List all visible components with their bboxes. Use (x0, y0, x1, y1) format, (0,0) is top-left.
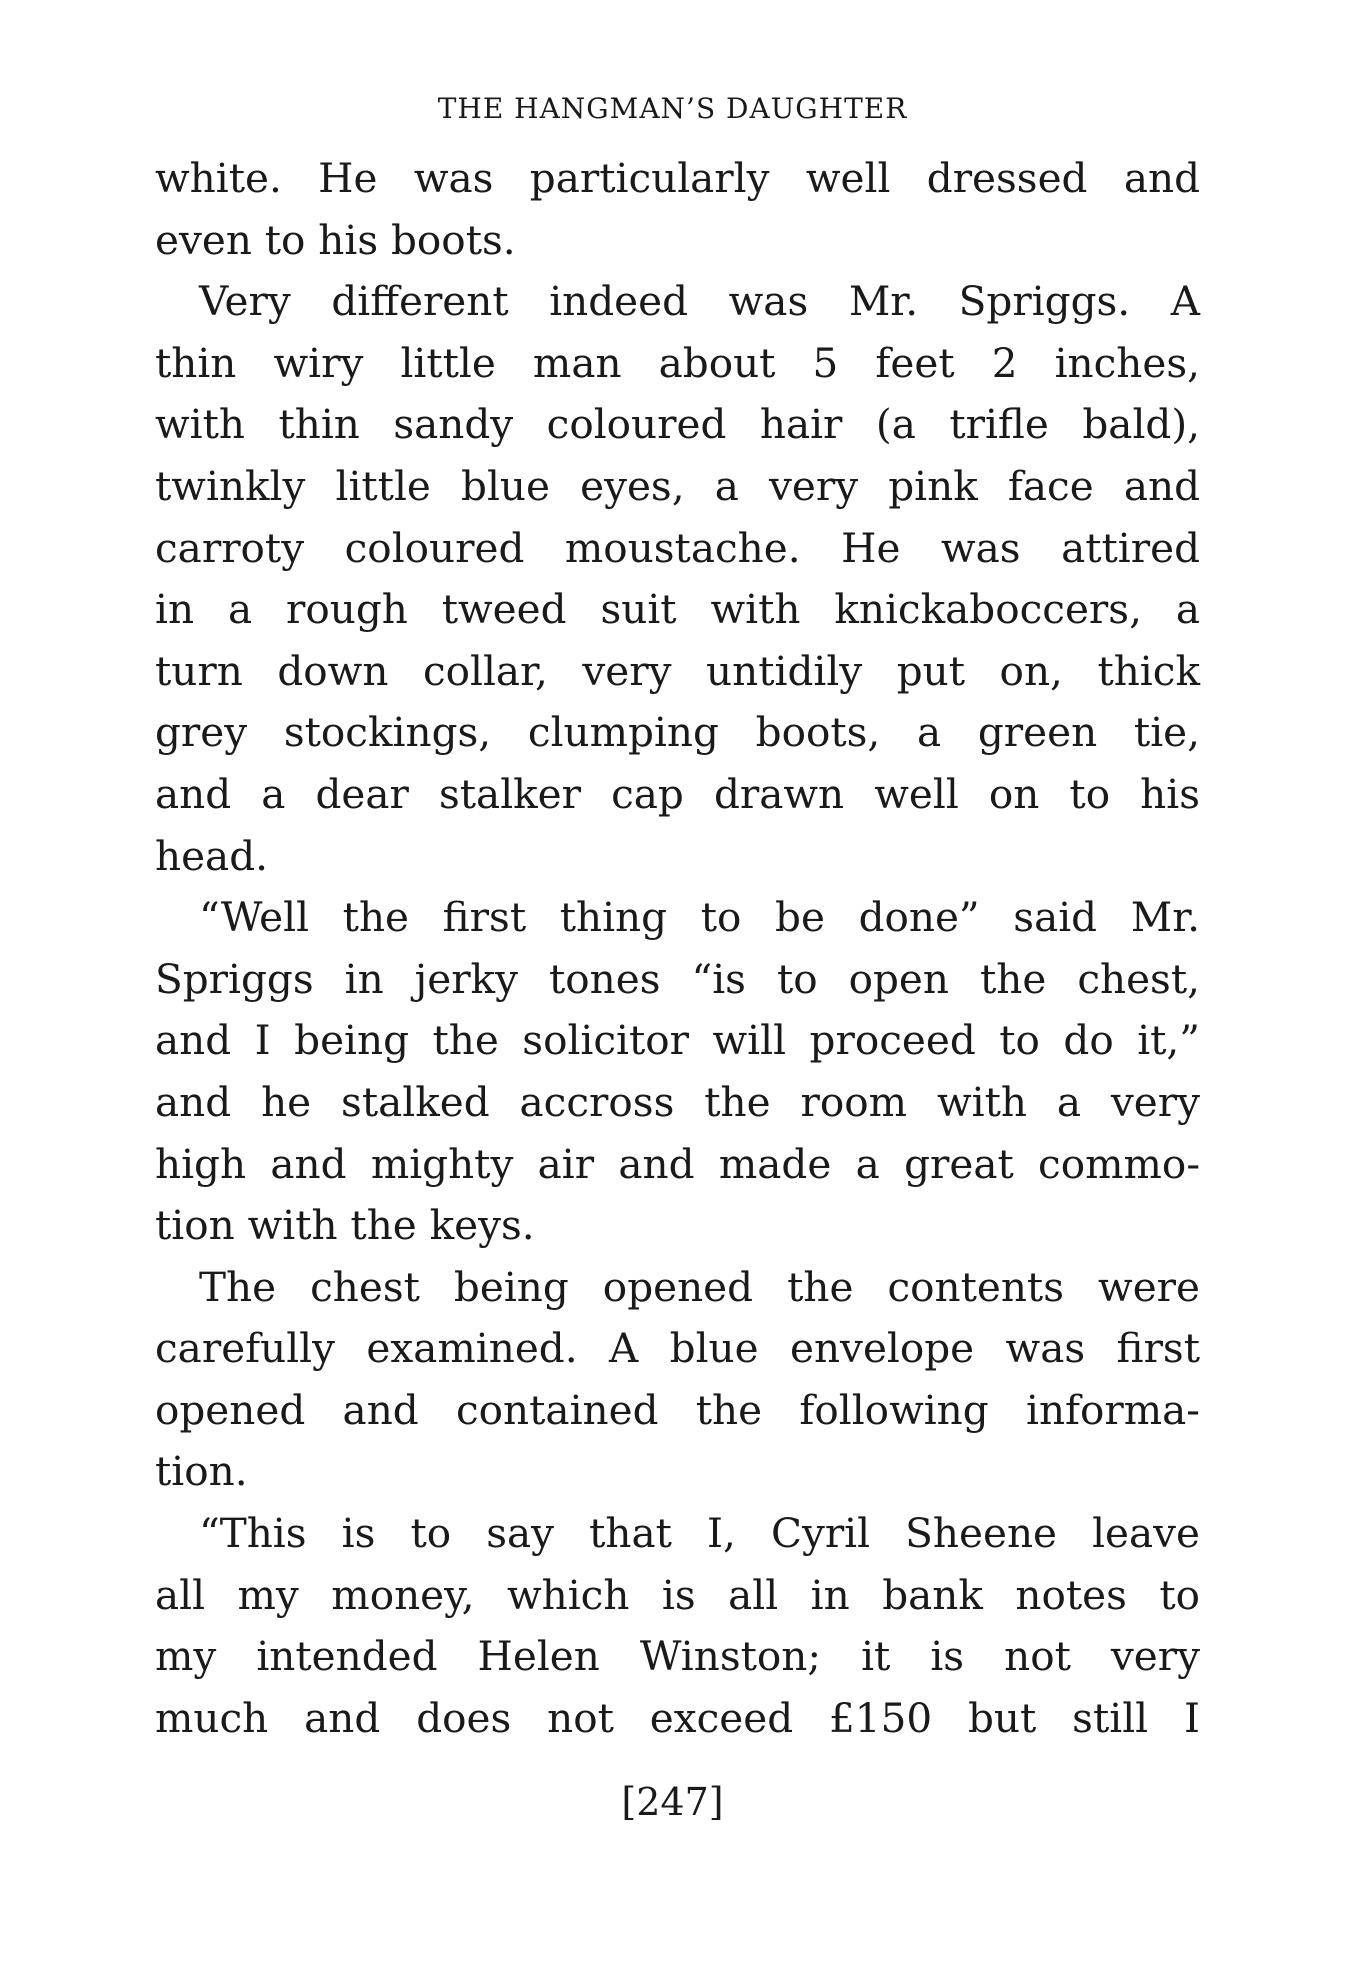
text-line: turn down collar, very untidily put on, thick (155, 646, 1200, 695)
text-line: Spriggs in jerky tones “is to open the chest, (155, 954, 1200, 1003)
paragraph-2 (155, 271, 1200, 887)
text-line: twinkly little blue eyes, a very pink face and (155, 461, 1200, 510)
text-line: and I being the solicitor will proceed to do it,” (155, 1016, 1200, 1065)
text-line: and a dear stalker cap drawn well on to his (155, 769, 1200, 818)
text-line: with thin sandy coloured hair (a trifle bald), (155, 400, 1200, 449)
text-line: in a rough tweed suit with knickaboccers, a (155, 585, 1200, 634)
paragraph-1 (155, 148, 1200, 271)
text-line: thin wiry little man about 5 feet 2 inches, (155, 338, 1200, 387)
paragraph-3 (155, 887, 1200, 1257)
text-line: high and mighty air and made a great commo- (155, 1139, 1200, 1188)
running-head: THE HANGMAN’S DAUGHTER (437, 92, 908, 125)
text-line: my intended Helen Winston; it is not very (155, 1632, 1200, 1681)
text-line: much and does not exceed £150 but still I (155, 1693, 1200, 1742)
text-line: opened and contained the following informa- (155, 1385, 1200, 1434)
paragraph-5 (155, 1503, 1200, 1749)
body-text (155, 148, 1200, 1749)
text-line: tion. (155, 1447, 248, 1496)
text-line: Very different indeed was Mr. Spriggs. A (199, 277, 1200, 326)
text-line: all my money, which is all in bank notes to (155, 1570, 1200, 1619)
text-line: “This is to say that I, Cyril Sheene leave (199, 1509, 1200, 1558)
text-line: even to his boots. (155, 215, 516, 264)
text-line: “Well the first thing to be done” said Mr. (199, 893, 1200, 942)
text-line: tion with the keys. (155, 1201, 535, 1250)
text-line: and he stalked accross the room with a very (155, 1077, 1200, 1126)
paragraph-4 (155, 1257, 1200, 1503)
text-line: carefully examined. A blue envelope was first (155, 1324, 1200, 1373)
text-line: carroty coloured moustache. He was attired (155, 523, 1200, 572)
text-line: grey stockings, clumping boots, a green tie, (155, 708, 1200, 757)
text-line: head. (155, 831, 268, 880)
text-line: The chest being opened the contents were (199, 1262, 1200, 1311)
page-number: [247] (621, 1780, 724, 1824)
text-line: white. He was particularly well dressed and (155, 154, 1200, 202)
